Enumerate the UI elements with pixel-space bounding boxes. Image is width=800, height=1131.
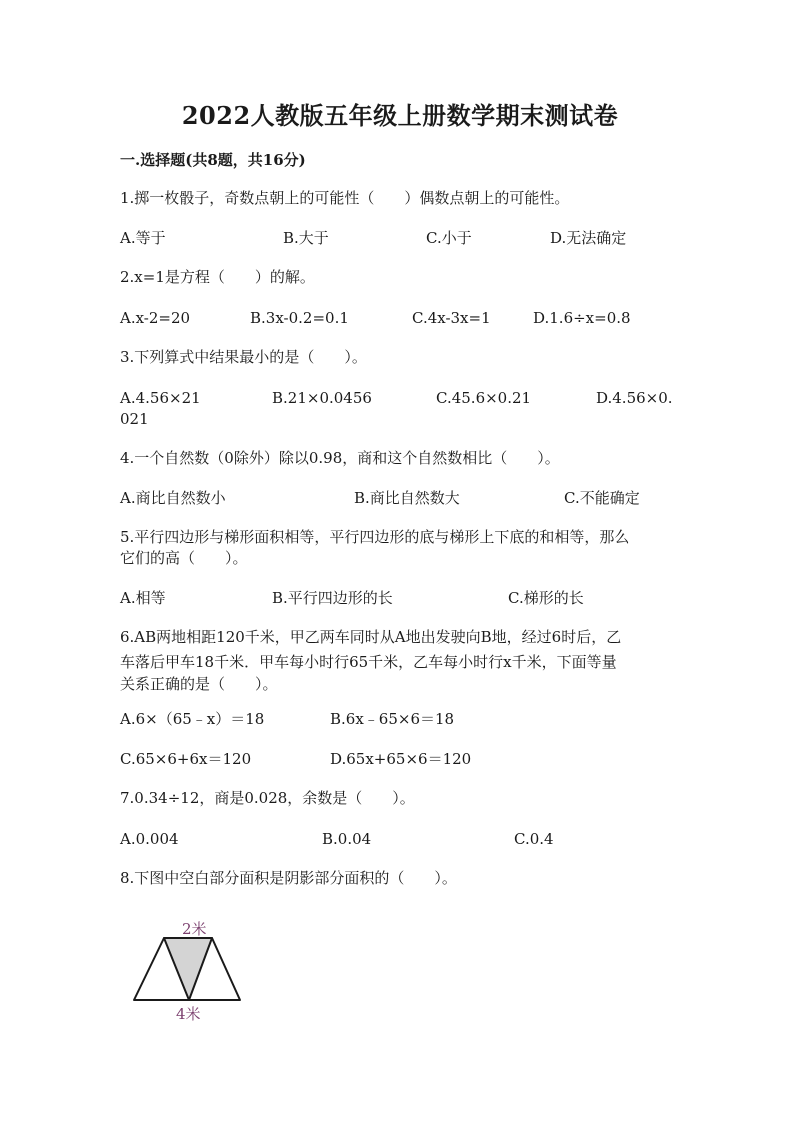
question-6-option-c: C.65×6+6x＝120 <box>120 750 252 768</box>
figure-top-label: 2米 <box>182 920 207 938</box>
page-title: 2022人教版五年级上册数学期末测试卷 <box>181 101 619 130</box>
question-3-stem: 3.下列算式中结果最小的是（ ）。 <box>120 348 367 366</box>
question-2-stem: 2.x=1是方程（ ）的解。 <box>120 268 315 286</box>
section-heading: 一.选择题(共8题，共16分) <box>120 151 306 169</box>
question-1-option-b: B.大于 <box>283 229 329 247</box>
question-8-stem: 8.下图中空白部分面积是阴影部分面积的（ ）。 <box>120 869 457 887</box>
question-3-option-a: A.4.56×21 <box>120 389 201 407</box>
question-7-stem: 7.0.34÷12，商是0.028，余数是（ ）。 <box>120 789 415 807</box>
question-2-option-a: A.x-2=20 <box>120 309 191 327</box>
question-5-stem-line-1: 5.平行四边形与梯形面积相等，平行四边形的底与梯形上下底的和相等，那么 <box>120 528 630 546</box>
question-2-option-d: D.1.6÷x=0.8 <box>533 309 631 327</box>
question-5-option-b: B.平行四边形的长 <box>272 589 393 607</box>
question-4-option-a: A.商比自然数小 <box>120 489 226 507</box>
question-7-option-c: C.0.4 <box>514 830 554 848</box>
question-7-option-b: B.0.04 <box>322 830 372 848</box>
question-5-option-c: C.梯形的长 <box>508 589 584 607</box>
question-3-option-b: B.21×0.0456 <box>272 389 372 407</box>
question-4-stem: 4.一个自然数（0除外）除以0.98，商和这个自然数相比（ ）。 <box>120 449 560 467</box>
question-4-option-b: B.商比自然数大 <box>354 489 460 507</box>
question-2-option-b: B.3x-0.2=0.1 <box>250 309 349 327</box>
question-4-option-c: C.不能确定 <box>564 489 640 507</box>
question-6-option-a: A.6×（65﹣x）＝18 <box>120 710 265 728</box>
question-1-stem: 1.掷一枚骰子，奇数点朝上的可能性（ ）偶数点朝上的可能性。 <box>120 189 570 207</box>
question-6-option-b: B.6x﹣65×6＝18 <box>330 710 455 728</box>
question-6-stem-line-1: 6.AB两地相距120千米，甲乙两车同时从A地出发驶向B地，经过6时后，乙 <box>120 628 622 646</box>
shaded-triangle <box>164 938 212 1000</box>
question-5-stem-line-2: 它们的高（ ）。 <box>120 549 248 567</box>
question-6-option-d: D.65x+65×6＝120 <box>330 750 472 768</box>
question-6-stem-line-3: 关系正确的是（ ）。 <box>120 675 278 693</box>
question-3-option-c: C.45.6×0.21 <box>436 389 532 407</box>
question-1-option-d: D.无法确定 <box>550 229 627 247</box>
figure-bottom-label: 4米 <box>176 1005 201 1023</box>
question-2-option-c: C.4x-3x=1 <box>412 309 491 327</box>
question-3-option-d: D.4.56×0. <box>596 389 673 407</box>
question-7-option-a: A.0.004 <box>120 830 179 848</box>
trapezoid-figure <box>126 918 266 1024</box>
question-5-option-a: A.相等 <box>120 589 166 607</box>
question-6-stem-line-2: 车落后甲车18千米．甲车每小时行65千米，乙车每小时行x千米，下面等量 <box>120 653 617 671</box>
question-1-option-a: A.等于 <box>120 229 166 247</box>
question-3-option-d-wrap: 021 <box>120 410 149 428</box>
question-1-option-c: C.小于 <box>426 229 472 247</box>
